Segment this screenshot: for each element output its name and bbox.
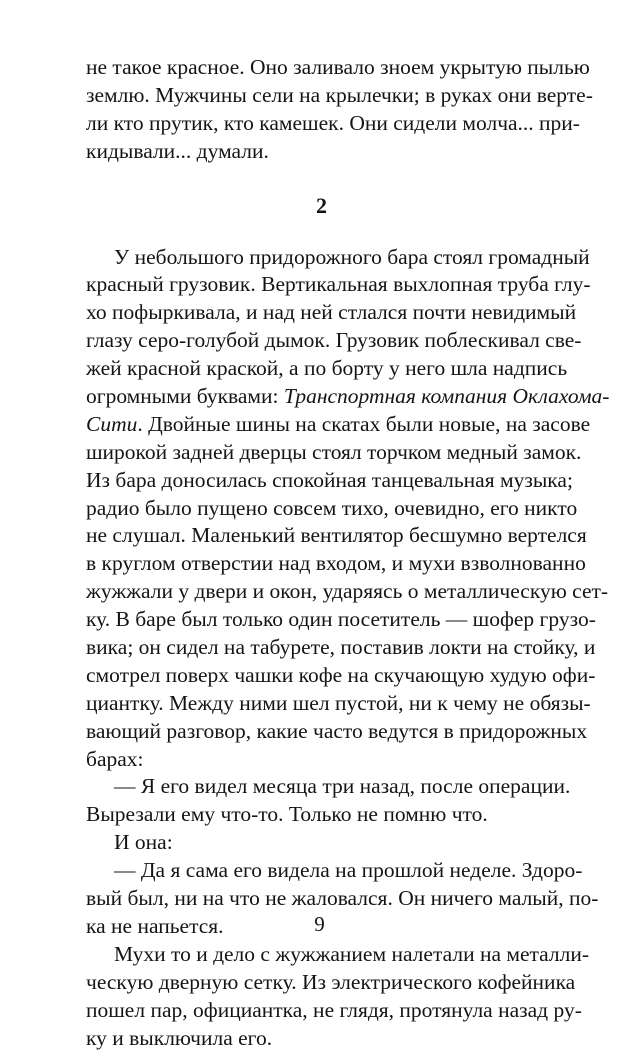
book-page — [86, 54, 557, 1052]
text-line: в круглом отверстии над входом, и мухи взволнованно — [86, 550, 557, 578]
text-line: не такое красное. Оно заливало зноем укрытую пылью — [86, 54, 557, 82]
text-line: радио было пущено совсем тихо, очевидно, его никто — [86, 495, 557, 523]
text-line: глазу серо-голубой дымок. Грузовик поблескивал све- — [86, 327, 557, 355]
text-line: ли кто прутик, кто камешек. Они сидели молча... при- — [86, 110, 557, 138]
opening-paragraph — [86, 54, 557, 166]
chapter-heading: 2 — [86, 192, 557, 220]
text-line: пошел пар, официантка, не глядя, протянула назад ру- — [86, 997, 557, 1025]
text-fragment: огромными буквами: — [86, 384, 284, 408]
text-line: смотрел поверх чашки кофе на скучающую худую офи- — [86, 662, 557, 690]
text-line: широкой задней дверцы стоял торчком медный замок. — [86, 439, 557, 467]
text-line: землю. Мужчины сели на крылечки; в руках они верте- — [86, 82, 557, 110]
text-line: жей красной краской, а по борту у него шла надпись — [86, 355, 557, 383]
text-line: У небольшого придорожного бара стоял громадный — [86, 244, 557, 272]
dialogue-line: Вырезали ему что-то. Только не помню что. — [86, 801, 557, 829]
text-line: не слушал. Маленький вентилятор бесшумно вертелся — [86, 522, 557, 550]
text-line — [86, 383, 557, 411]
text-line: ческую дверную сетку. Из электрического кофейника — [86, 969, 557, 997]
text-line: кидывали... думали. — [86, 138, 557, 166]
dialogue-line: — Я его видел месяца три назад, после операции. — [86, 773, 557, 801]
text-line: вающий разговор, какие часто ведутся в придорожных — [86, 718, 557, 746]
italic-company-name: Транспортная компания Оклахома- — [284, 384, 610, 408]
text-line: Мухи то и дело с жужжанием налетали на металли- — [86, 941, 557, 969]
text-line: И она: — [86, 829, 557, 857]
text-line: барах: — [86, 746, 557, 774]
text-line: ку и выключила его. — [86, 1025, 557, 1052]
text-fragment: . Двойные шины на скатах были новые, на засове — [137, 412, 590, 436]
text-line: красный грузовик. Вертикальная выхлопная труба глу- — [86, 271, 557, 299]
dialogue-line: вый был, ни на что не жаловался. Он ничего малый, по- — [86, 885, 557, 913]
dialogue-line: — Да я сама его видела на прошлой неделе. Здоро- — [86, 857, 557, 885]
text-line: ку. В баре был только один посетитель — шофер грузо- — [86, 606, 557, 634]
text-line: вика; он сидел на табурете, поставив локти на стойку, и — [86, 634, 557, 662]
text-line: циантку. Между ними шел пустой, ни к чему не обязы- — [86, 690, 557, 718]
text-line: жужжали у двери и окон, ударяясь о металлическую сет- — [86, 578, 557, 606]
dialogue-line: ка не напьется. — [86, 913, 557, 941]
italic-company-name-end: Сити — [86, 412, 137, 436]
text-line: хо пофыркивала, и над ней стлался почти невидимый — [86, 299, 557, 327]
page-number: 9 — [0, 912, 639, 936]
text-line: Из бара доносилась спокойная танцевальная музыка; — [86, 467, 557, 495]
text-line — [86, 411, 557, 439]
